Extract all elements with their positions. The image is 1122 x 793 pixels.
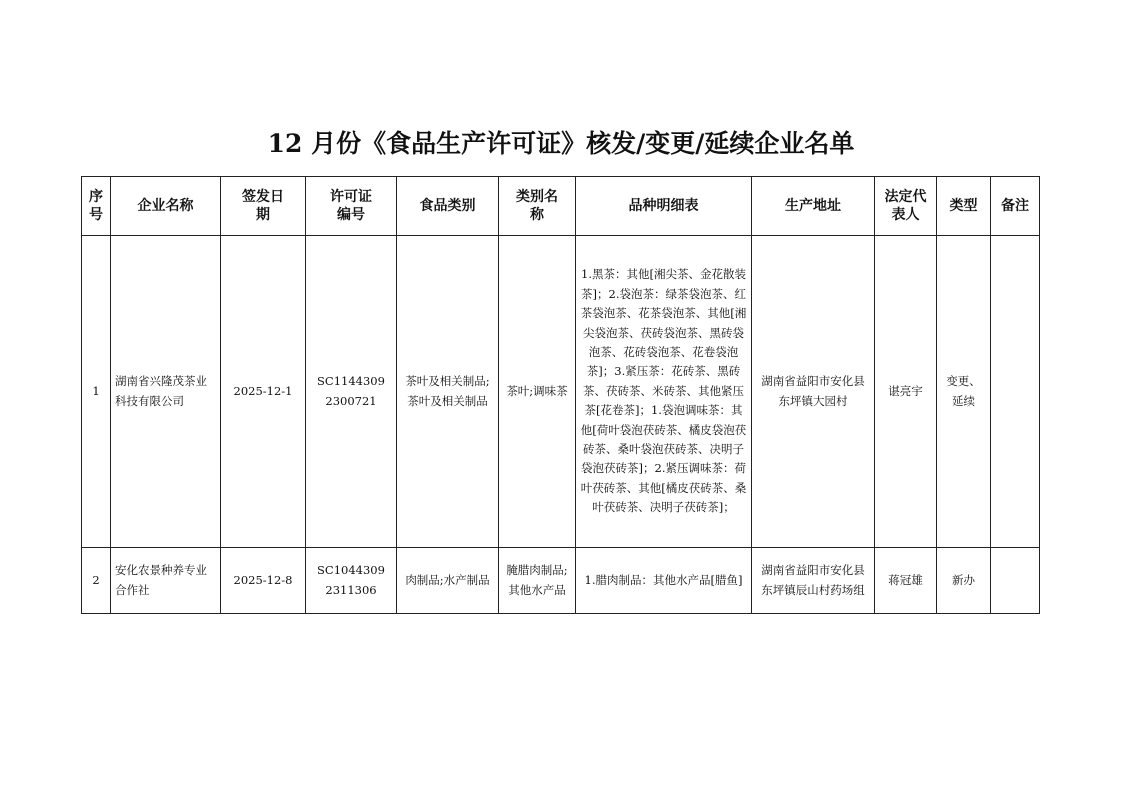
header-type: 类型 <box>937 177 991 236</box>
header-seq: 序号 <box>82 177 111 236</box>
header-variety-details: 品种明细表 <box>576 177 752 236</box>
table-row <box>82 548 1040 614</box>
cell-issue-date: 2025-12-8 <box>221 548 306 614</box>
cell-category-name: 腌腊肉制品;其他水产品 <box>499 548 576 614</box>
header-issue-date: 签发日期 <box>221 177 306 236</box>
cell-type: 新办 <box>937 548 991 614</box>
cell-company: 安化农景种养专业合作社 <box>111 548 221 614</box>
cell-seq: 2 <box>82 548 111 614</box>
permit-table <box>81 176 1040 614</box>
cell-food-category: 茶叶及相关制品;茶叶及相关制品 <box>397 236 499 548</box>
cell-variety-details: 1.腊肉制品：其他水产品[腊鱼] <box>576 548 752 614</box>
cell-legal-rep: 蒋冠雄 <box>875 548 937 614</box>
cell-variety-details: 1.黑茶：其他[湘尖茶、金花散装茶]；2.袋泡茶：绿茶袋泡茶、红茶袋泡茶、花茶袋泡茶、其他[湘尖袋泡茶、茯砖袋泡茶、黑砖袋泡茶、花砖袋泡茶、花卷袋泡茶]；3.紧压茶：花砖茶、黑砖茶、茯砖茶、米砖茶、其他紧压茶[花卷茶]；1.袋泡调味茶：其他[荷叶袋泡茯砖茶、橘皮袋泡茯砖茶、桑叶袋泡茯砖茶、决明子袋泡茯砖茶]；2.紧压调味茶：荷叶茯砖茶、其他[橘皮茯砖茶、桑叶茯砖茶、决明子茯砖茶]； <box>576 236 752 548</box>
table-header-row <box>82 177 1040 236</box>
cell-type: 变更、延续 <box>937 236 991 548</box>
cell-remarks <box>991 548 1040 614</box>
cell-remarks <box>991 236 1040 548</box>
page-title: 12 月份《食品生产许可证》核发/变更/延续企业名单 <box>267 129 855 158</box>
header-remarks: 备注 <box>991 177 1040 236</box>
cell-company: 湖南省兴隆茂茶业科技有限公司 <box>111 236 221 548</box>
header-company: 企业名称 <box>111 177 221 236</box>
cell-address: 湖南省益阳市安化县东坪镇辰山村药场组 <box>752 548 875 614</box>
cell-seq: 1 <box>82 236 111 548</box>
cell-legal-rep: 谌亮宇 <box>875 236 937 548</box>
header-category-name: 类别名称 <box>499 177 576 236</box>
cell-license-no: SC10443092311306 <box>306 548 397 614</box>
table-row <box>82 236 1040 548</box>
cell-license-no: SC11443092300721 <box>306 236 397 548</box>
header-license-no: 许可证编号 <box>306 177 397 236</box>
header-food-category: 食品类别 <box>397 177 499 236</box>
cell-issue-date: 2025-12-1 <box>221 236 306 548</box>
header-address: 生产地址 <box>752 177 875 236</box>
header-legal-rep: 法定代表人 <box>875 177 937 236</box>
cell-category-name: 茶叶;调味茶 <box>499 236 576 548</box>
cell-address: 湖南省益阳市安化县东坪镇大园村 <box>752 236 875 548</box>
cell-food-category: 肉制品;水产制品 <box>397 548 499 614</box>
